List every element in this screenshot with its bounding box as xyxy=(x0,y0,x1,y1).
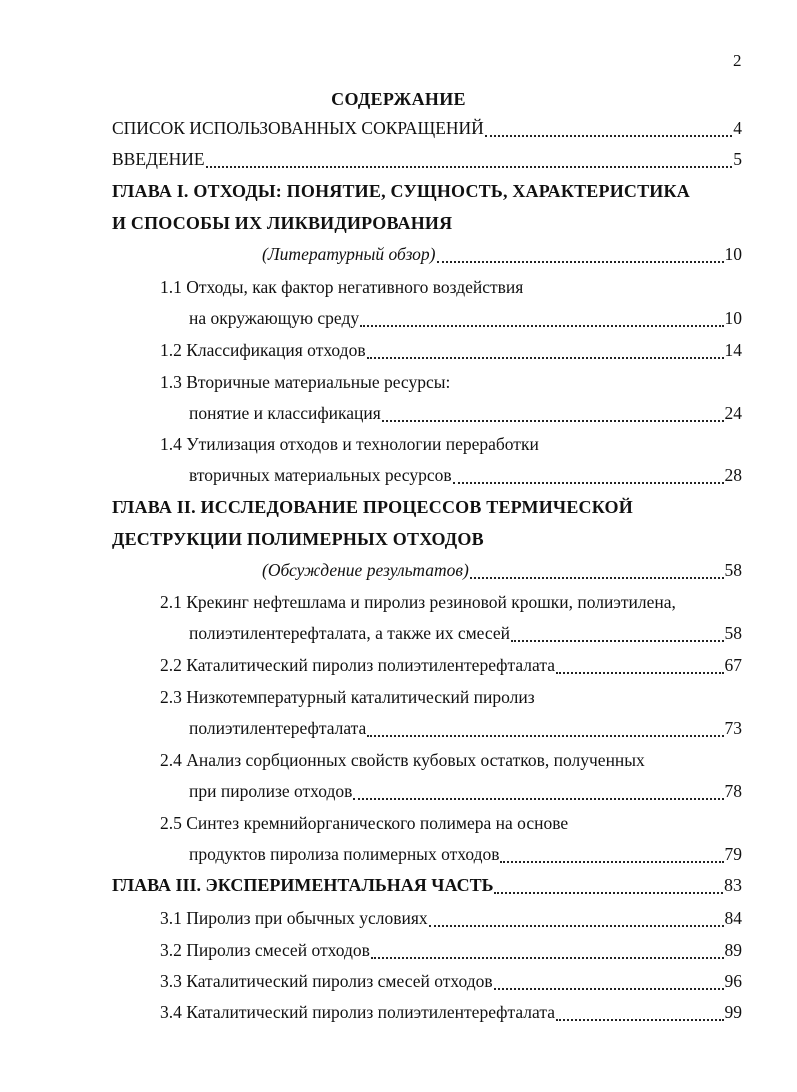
chapter-2-heading-line2: ДЕСТРУКЦИИ ПОЛИМЕРНЫХ ОТХОДОВ xyxy=(112,529,484,549)
section-2-3-line2 xyxy=(189,718,742,742)
chapter-1-heading-line2: И СПОСОБЫ ИХ ЛИКВИДИРОВАНИЯ xyxy=(112,213,453,233)
section-1-3-line2 xyxy=(189,403,742,427)
section-1-4-line1 xyxy=(160,434,539,458)
section-2-4-line2 xyxy=(189,781,742,805)
section-label: при пиролизе отходов xyxy=(189,781,353,801)
toc-entry-page: 73 xyxy=(724,718,742,738)
leader-dots xyxy=(382,420,724,422)
page-number: 2 xyxy=(733,51,742,70)
toc-entry-page: 89 xyxy=(724,940,742,960)
section-label: 1.4 Утилизация отходов и технологии переработки xyxy=(160,434,539,454)
toc-entry-abbreviations xyxy=(112,118,742,142)
leader-dots xyxy=(437,261,724,263)
toc-entry-label: СПИСОК ИСПОЛЬЗОВАННЫХ СОКРАЩЕНИЙ xyxy=(112,118,484,138)
section-label: 3.3 Каталитический пиролиз смесей отходов xyxy=(160,971,493,991)
section-2-3-line1 xyxy=(160,687,535,711)
toc-entry-page: 99 xyxy=(724,1002,742,1022)
page-title: СОДЕРЖАНИЕ xyxy=(331,89,466,109)
section-1-3-line1 xyxy=(160,372,450,396)
section-2-4-line1 xyxy=(160,750,645,774)
section-label: 1.3 Вторичные материальные ресурсы: xyxy=(160,372,451,392)
leader-dots xyxy=(556,1019,724,1021)
leader-dots xyxy=(453,482,724,484)
toc-entry-page: 83 xyxy=(724,875,742,895)
toc-entry-page: 10 xyxy=(724,308,742,328)
leader-dots xyxy=(470,577,724,579)
section-label: полиэтилентерефталата xyxy=(189,718,367,738)
section-label: полиэтилентерефталата, а также их смесей xyxy=(189,623,510,643)
toc-entry-page: 24 xyxy=(724,403,742,423)
chapter-3-heading-entry xyxy=(112,875,742,899)
toc-entry-page: 14 xyxy=(724,340,742,360)
leader-dots xyxy=(500,861,723,863)
chapter-2-subtitle: (Обсуждение результатов) xyxy=(262,560,469,580)
toc-entry-page: 79 xyxy=(724,844,742,864)
toc-entry-page: 58 xyxy=(724,560,742,580)
section-label: 1.1 Отходы, как фактор негативного воздействия xyxy=(160,277,524,297)
section-3-1 xyxy=(160,908,742,932)
section-2-5-line1 xyxy=(160,813,568,837)
section-2-2 xyxy=(160,655,742,679)
section-label: 2.5 Синтез кремнийорганического полимера на основе xyxy=(160,813,569,833)
leader-dots xyxy=(494,892,723,894)
chapter-1-subtitle-entry xyxy=(262,244,742,268)
section-label: понятие и классификация xyxy=(189,403,381,423)
chapter-3-heading: ГЛАВА III. ЭКСПЕРИМЕНТАЛЬНАЯ ЧАСТЬ xyxy=(112,875,494,895)
toc-entry-page: 28 xyxy=(724,465,742,485)
section-3-4 xyxy=(160,1002,742,1026)
toc-entry-page: 10 xyxy=(724,244,742,264)
toc-entry-page: 4 xyxy=(733,118,742,138)
chapter-2-heading-line1: ГЛАВА II. ИССЛЕДОВАНИЕ ПРОЦЕССОВ ТЕРМИЧЕСКОЙ xyxy=(112,497,633,517)
chapter-1-heading-line1: ГЛАВА I. ОТХОДЫ: ПОНЯТИЕ, СУЩНОСТЬ, ХАРАКТЕРИСТИКА xyxy=(112,181,690,201)
section-2-1-line1 xyxy=(160,592,676,616)
section-label: вторичных материальных ресурсов xyxy=(189,465,452,485)
toc-entry-label: ВВЕДЕНИЕ xyxy=(112,149,205,169)
leader-dots xyxy=(429,925,724,927)
section-2-1-line2 xyxy=(189,623,742,647)
toc-entry-page: 5 xyxy=(733,149,742,169)
toc-entry-introduction xyxy=(112,149,742,173)
chapter-1-subtitle: (Литературный обзор) xyxy=(262,244,436,264)
leader-dots xyxy=(556,672,724,674)
section-1-4-line2 xyxy=(189,465,742,489)
leader-dots xyxy=(371,957,724,959)
section-label: 1.2 Классификация отходов xyxy=(160,340,366,360)
leader-dots xyxy=(511,640,724,642)
section-3-3 xyxy=(160,971,742,995)
toc-entry-page: 84 xyxy=(724,908,742,928)
toc-entry-page: 58 xyxy=(724,623,742,643)
section-label: 3.2 Пиролиз смесей отходов xyxy=(160,940,370,960)
section-1-2 xyxy=(160,340,742,364)
section-label: 2.4 Анализ сорбционных свойств кубовых остатков, полученных xyxy=(160,750,645,770)
toc-entry-page: 96 xyxy=(724,971,742,991)
leader-dots xyxy=(206,166,733,168)
section-3-2 xyxy=(160,940,742,964)
section-1-1-line1 xyxy=(160,277,523,301)
toc-entry-page: 78 xyxy=(724,781,742,801)
leader-dots xyxy=(485,135,732,137)
section-label: продуктов пиролиза полимерных отходов xyxy=(189,844,500,864)
section-2-5-line2 xyxy=(189,844,742,868)
section-label: 2.1 Крекинг нефтешлама и пиролиз резиновой крошки, полиэтилена, xyxy=(160,592,676,612)
section-label: 3.4 Каталитический пиролиз полиэтилентерефталата xyxy=(160,1002,555,1022)
leader-dots xyxy=(360,325,723,327)
chapter-2-subtitle-entry xyxy=(262,560,742,584)
leader-dots xyxy=(494,988,724,990)
leader-dots xyxy=(353,798,723,800)
section-label: 2.3 Низкотемпературный каталитический пиролиз xyxy=(160,687,535,707)
section-label: на окружающую среду xyxy=(189,308,360,328)
section-1-1-line2 xyxy=(189,308,742,332)
toc-entry-page: 67 xyxy=(724,655,742,675)
section-label: 2.2 Каталитический пиролиз полиэтилентерефталата xyxy=(160,655,555,675)
section-label: 3.1 Пиролиз при обычных условиях xyxy=(160,908,428,928)
leader-dots xyxy=(367,357,724,359)
leader-dots xyxy=(367,735,723,737)
